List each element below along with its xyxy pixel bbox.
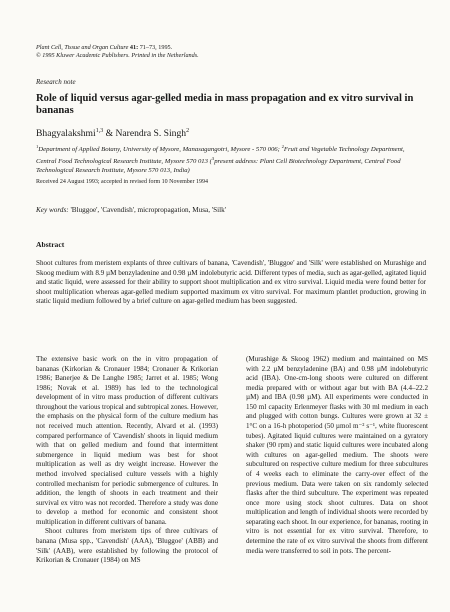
affiliation-text: present address: Plant Cell Biotechnology Department, Central Food Technological Research Institute, Mysore 570 013, India) — [36, 158, 401, 175]
journal-copyright: © 1995 Kluwer Academic Publishers. Printed in the Netherlands. — [36, 51, 199, 59]
author-name: Narendra S. Singh — [115, 128, 187, 140]
author-separator: & — [103, 128, 116, 140]
keywords-label: Key words: — [36, 206, 69, 214]
article-title: Role of liquid versus agar-gelled media in mass propagation and ex vitro survival in bananas — [36, 93, 414, 117]
affiliation-marker: 3 — [211, 156, 215, 162]
author-affiliation-marker: 2 — [186, 128, 190, 134]
affiliation-marker: 2 — [281, 144, 284, 149]
keywords — [36, 206, 426, 214]
body-column-right — [246, 355, 428, 556]
body-paragraph: Shoot cultures from meristem tips of three cultivars of banana (Musa spp., 'Cavendish' (AAA), 'Bluggoe' (ABB) and 'Silk' (AAB), were established by following the protocol of Krikorian & Cronauer (1984) on MS — [36, 527, 218, 565]
journal-pages: 71–73, 1995. — [139, 44, 173, 51]
abstract-heading: Abstract — [36, 240, 65, 249]
journal-volume: 41: — [129, 44, 139, 51]
affiliation-text: Fruit and Vegetable Technology Department, Central Food Technological Research Institute, Mysore 570 013 ( — [36, 146, 405, 166]
affiliation-text: Department of Applied Botany, University of Mysore, Manasagangotri, Mysore - 570 006; — [38, 146, 282, 154]
author-list — [36, 128, 189, 139]
abstract-text: Shoot cultures from meristem explants of three cultivars of banana, 'Cavendish', 'Bluggoe' and 'Silk' were established on Murashige and Skoog medium with 8.9 µM benzyladenine and 0.98 µM indolebutyric acid. Different types of media, such as agar-gelled, agitated liquid and static liquid, were assessed for their ability to support shoot multiplication and ex vitro survival. Liquid media were found better for shoot multiplication whereas agar-gelled medium supported maximum ex vitro survival. For maximum plantlet production, growing in static liquid medium followed by a brief culture on agar-gelled medium has been suggested. — [36, 259, 426, 306]
body-paragraph: (Murashige & Skoog 1962) medium and maintained on MS with 2.2 µM benzyladenine (BA) and 0.98 µM indolebutyric acid (IBA). One-cm-long shoots were cultured on different media prepared with or without agar but with BA (4.4–22.2 µM) and IBA (0.98 µM). All experiments were conducted in 150 ml capacity Erlenmeyer flasks with 30 ml medium in each and plugged with cotton bungs. Cultures were grown at 32 ± 1°C on a 16-h photoperiod (50 µmol m⁻² s⁻¹, white fluorescent tubes). Agitated liquid cultures were maintained on a gyratory shaker (90 rpm) and static liquid cultures were incubated along with cultures on agar-gelled medium. The shoots were subcultured on respective culture medium for three subcultures of 4 weeks each to eliminate the carry-over effect of the previous medium. Data were taken on six randomly selected flasks after the third subculture. The experiment was repeated once more using stock shoot cultures. Data on shoot multiplication and length of individual shoots were recorded by separating each shoot. In our experience, for bananas, rooting in vitro is not essential for ex vitro survival. Therefore, to determine the rate of ex vitro survival the shoots from different media were transferred to soil in pots. The percent- — [246, 355, 429, 555]
journal-name: Plant Cell, Tissue and Organ Culture — [36, 44, 129, 51]
keywords-text: 'Bluggoe', 'Cavendish', micropropagation, Musa, 'Silk' — [68, 206, 226, 214]
body-paragraph: The extensive basic work on the in vitro propagation of bananas (Kirkorian & Cronauer 1984; Cronauer & Krikorian 1986; Banerjee & De Langhe 1985; Jarret et al. 1985; Wong 1986; Novak et al. 1989) has led to the technological development of in vitro mass production of different cultivars throughout the various tropical and subtropical zones. However, the emphasis on the physical form of the culture medium has not received much attention. Recently, Alvard et al. (1993) compared performance of 'Cavendish' shoots in liquid medium with that on gelled medium and found that intermittent submergence in liquid medium was best for shoot multiplication as well as dry weight increase. However the method involved specialised culture vessels with a highly controlled mechanism for periodic submergence of cultures. In addition, the length of shoots in each treatment and their survival ex vitro was not recorded. Therefore a study was done to develop a method for economic and consistent shoot multiplication in different cultivars of banana. — [36, 355, 218, 526]
journal-header — [36, 44, 199, 59]
section-label: Research note — [36, 78, 76, 86]
author-affiliation-marker: 1,3 — [95, 128, 104, 134]
affiliations — [36, 142, 426, 175]
body-column-left — [36, 355, 218, 566]
author-name: Bhagyalakshmi — [36, 128, 96, 140]
received-dates: Received 24 August 1993; accepted in revised form 10 November 1994 — [36, 179, 208, 185]
affiliation-marker: 1 — [36, 144, 39, 149]
